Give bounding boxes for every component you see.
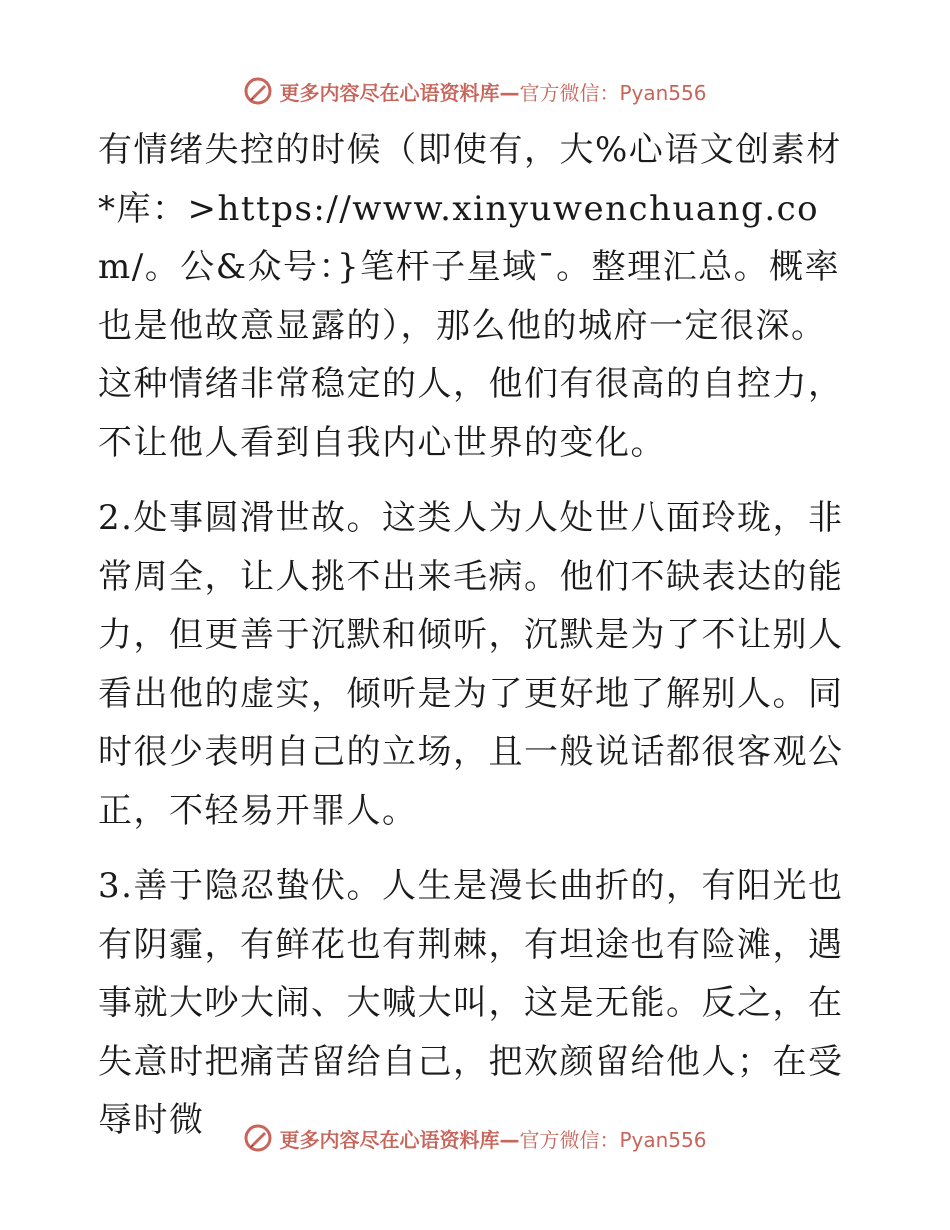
watermark-header bbox=[0, 71, 950, 111]
watermark-main-text: 更多内容尽在心语资料库— bbox=[279, 1127, 520, 1152]
watermark-main-text: 更多内容尽在心语资料库— bbox=[279, 80, 520, 105]
paragraph-3: 3.善于隐忍蛰伏。人生是漫长曲折的，有阳光也有阴霾，有鲜花也有荆棘，有坦途也有险滩，遇事就大吵大闹、大喊大叫，这是无能。反之，在失意时把痛苦留给自己，把欢颜留给他人；在受辱时微 bbox=[98, 866, 844, 1140]
watermark-footer bbox=[0, 1118, 950, 1158]
pen-logo-icon bbox=[243, 1123, 273, 1153]
pen-logo-icon bbox=[243, 76, 273, 106]
document-body bbox=[98, 121, 858, 1150]
watermark-wechat-text: 官方微信：Pyan556 bbox=[519, 1127, 707, 1152]
watermark-text bbox=[279, 1124, 706, 1153]
watermark-wechat-text: 官方微信：Pyan556 bbox=[519, 80, 707, 105]
watermark-text bbox=[279, 77, 706, 106]
paragraph-1: 有情绪失控的时候（即使有，大%心语文创素材*库：>https://www.xinyuwenchuang.com/。公&众号：}笔杆子星域¯。整理汇总。概率也是他故意显露的），那么他的城府一定很深。这种情绪非常稳定的人，他们有很高的自控力，不让他人看到自我内心世界的变化。 bbox=[98, 130, 844, 463]
paragraph-2: 2.处事圆滑世故。这类人为人处世八面玲珑，非常周全，让人挑不出来毛病。他们不缺表达的能力，但更善于沉默和倾听，沉默是为了不让别人看出他的虚实，倾听是为了更好地了解别人。同时很少表明自己的立场，且一般说话都很客观公正，不轻易开罪人。 bbox=[98, 498, 844, 831]
